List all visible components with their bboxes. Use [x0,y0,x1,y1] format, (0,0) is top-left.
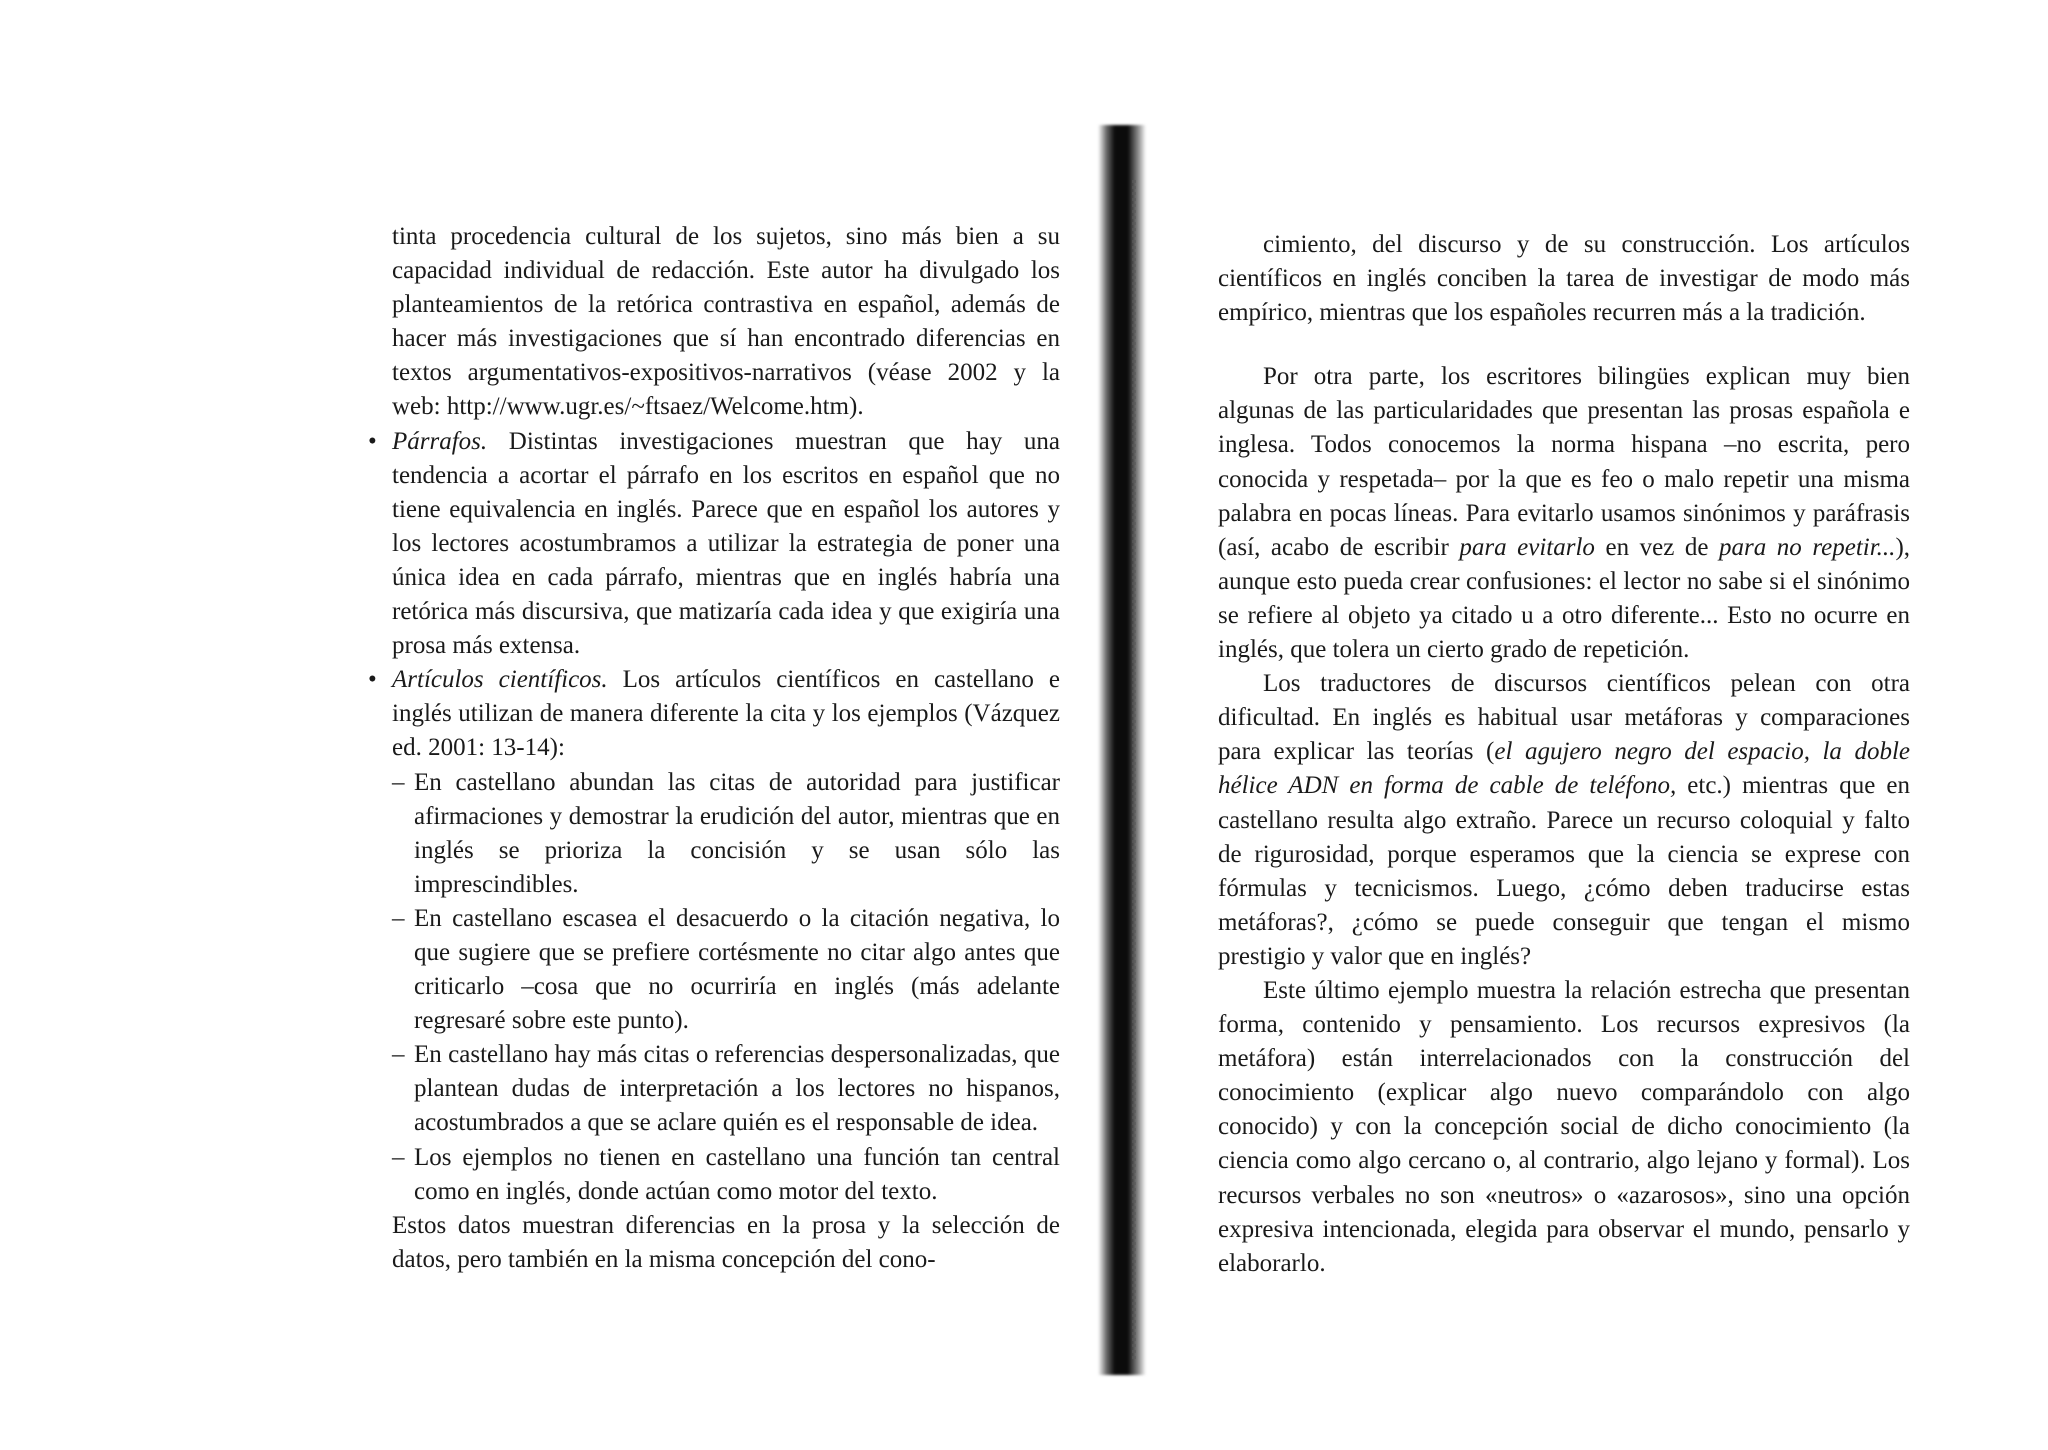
bullet-text: Distintas investigaciones muestran que hay una tendencia a acortar el párrafo en los escritos en español que no tiene equivalencia en inglés. Parece que en español los autores y los lectores acostumbramos a utilizar la estrategia de poner una única idea en cada párrafo, mientras que en inglés habría una retórica más discursiva, que matizaría cada idea y que exigiría una prosa más extensa. [392,427,1060,660]
dash-symbol: – [392,1041,405,1069]
paragraph-italic: el agujero negro del espacio, la doble hélice ADN en forma de cable de teléfono, [1218,738,1910,800]
paragraph-text: en vez de [1594,533,1720,561]
bullet-item-parrafos [368,425,1060,664]
book-gutter-shadow [1098,125,1146,1375]
left-page-closing: Estos datos muestran diferencias en la prosa y la selección de datos, pero también en la misma concepción del cono- [392,1211,1060,1273]
bullet-item-articulos [368,663,1060,1209]
paragraph-bilingual-writers [1218,360,1910,667]
dash-text: Los ejemplos no tienen en castellano una función tan central como en inglés, donde actúan como motor del texto. [414,1143,1060,1205]
paragraph-text: Los traductores de discursos científicos pelean con otra dificultad. En inglés es habitual usar metáforas y comparaciones para explicar las teorías ( [1218,670,1910,766]
paragraph-translators [1218,667,1910,974]
left-page-continuation: tinta procedencia cultural de los sujetos, sino más bien a su capacidad individual de redacción. Este autor ha divulgado los planteamientos de la retórica contrastiva en español, además de hacer más investigaciones que sí han encontrado diferencias en textos argumentativos-expositivos-narrativos (véase 2002 y la web: http://www.ugr.es/~ftsaez/Welcome.htm). [392,223,1060,421]
dash-item [392,766,1060,902]
bullet-list [368,425,1060,1209]
bullet-term: Párrafos. [392,427,488,455]
paragraph-text: Por otra parte, los escritores bilingües explican muy bien algunas de las particularidades que presentan las prosas española e inglesa. Todos conocemos la norma hispana –no escrita, pero conocida y respetada– por la que es feo o malo repetir una misma palabra en pocas líneas. Para evitarlo usamos sinónimos y paráfrasis (así, acabo de escribir [1218,363,1910,561]
paragraph-italic: para evitarlo [1459,533,1595,561]
dash-text: En castellano abundan las citas de autoridad para justificar afirmaciones y demostrar la erudición del autor, mientras que en inglés se prioriza la concisión y se usan sólo las imprescindibles. [414,768,1060,898]
paragraph-form-content-thought: Este último ejemplo muestra la relación estrecha que presentan forma, contenido y pensamiento. Los recursos expresivos (la metáfora) están interrelacionados con la construcción del conocimiento (explicar algo nuevo comparándolo con algo conocido) y con la concepción social de dicho conocimiento (la ciencia como algo cercano o, al contrario, algo lejano y formal). Los recursos verbales no son «neutros» o «azarosos», sino una opción expresiva intencionada, elegida para observar el mundo, pensarlo y elaborarlo. [1218,976,1910,1277]
bullet-text: Los artículos científicos en castellano e inglés utilizan de manera diferente la cita y los ejemplos (Vázquez ed. 2001: 13-14): [392,666,1060,762]
right-page-continuation: cimiento, del discurso y de su construcción. Los artículos científicos en inglés conciben la tarea de investigar de modo más empírico, mientras que los españoles recurren más a la tradición. [1218,231,1910,327]
dash-item [392,1038,1060,1140]
dash-symbol: – [392,1143,405,1171]
dash-symbol: – [392,768,405,796]
left-page [368,220,1060,1370]
bullet-symbol: • [368,666,377,694]
right-page [1218,228,1910,1281]
paragraph-italic: para no repetir... [1719,533,1896,561]
dash-symbol: – [392,904,405,932]
paragraph-text: ), aunque esto pueda crear confusiones: el lector no sabe si el sinónimo se refiere al objeto ya citado u a otro diferente... Esto no ocurre en inglés, que tolera un cierto grado de repetición. [1218,533,1911,664]
dash-text: En castellano escasea el desacuerdo o la citación negativa, lo que sugiere que se prefiere cortésmente no citar algo antes que criticarlo –cosa que no ocurriría en inglés (más adelante regresaré sobre este punto). [414,904,1060,1035]
paragraph-text: etc.) mientras que en castellano resulta algo extraño. Parece un recurso coloquial y falto de rigurosidad, porque esperamos que la ciencia se exprese con fórmulas y tecnicismos. Luego, ¿cómo deben traducirse estas metáforas?, ¿cómo se puede conseguir que tengan el mismo prestigio y valor que en inglés? [1218,772,1910,970]
bullet-term: Artículos científicos. [392,666,608,694]
dash-item [392,1141,1060,1209]
book-gutter-edge [1132,180,1136,1360]
dash-list [392,766,1060,1209]
bullet-symbol: • [368,427,377,455]
dash-item [392,902,1060,1038]
dash-text: En castellano hay más citas o referencias despersonalizadas, que plantean dudas de interpretación a los lectores no hispanos, acostumbrados a que se aclare quién es el responsable de idea. [414,1041,1060,1137]
